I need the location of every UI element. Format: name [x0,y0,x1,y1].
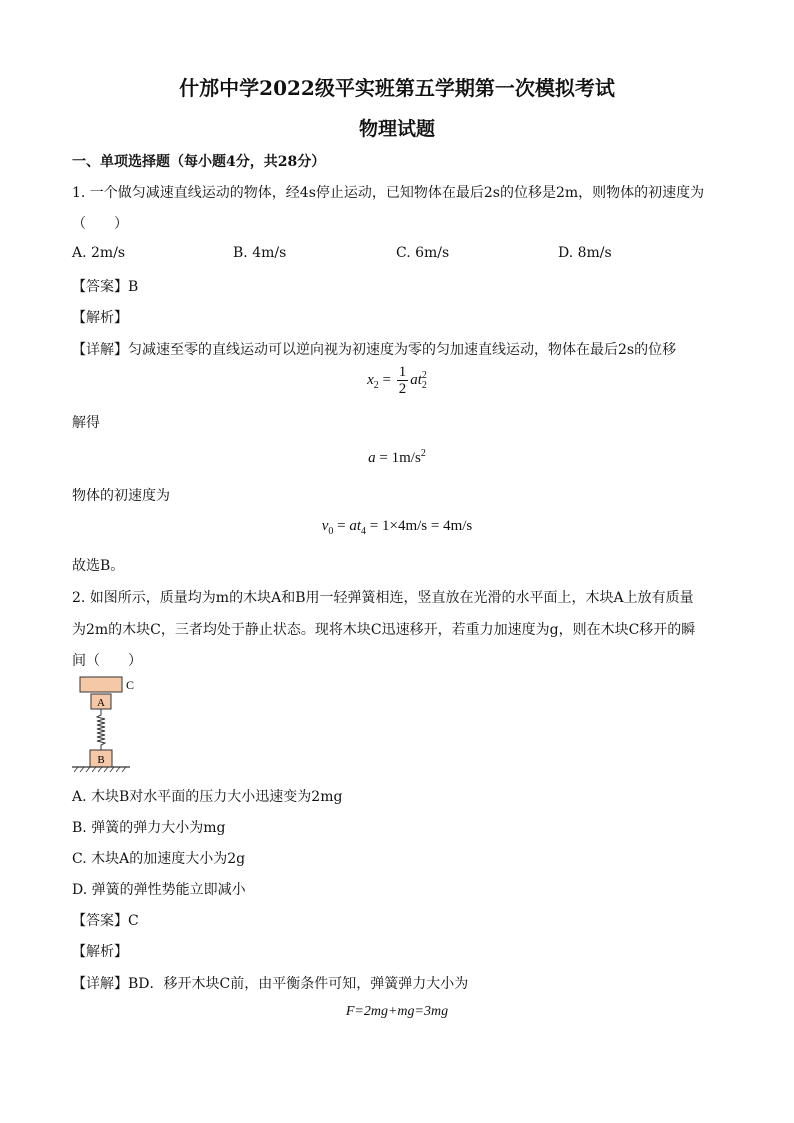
q2-option-c: C. 木块A的加速度大小为2g [72,851,246,867]
q1-answer: 【答案】B [72,279,139,295]
q1-equation-3: $v_0 = at_4 = 1\times 4m/s = 4m/s$ [321,518,473,537]
q1-detail: 【详解】匀减速至零的直线运动可以逆向视为初速度为零的匀加速直线运动，物体在最后2s的位移 [72,342,677,358]
q2-equation-1: F=2mg+mg=3mg [345,1004,449,1019]
q2-analysis: 【解析】 [72,944,128,960]
q2-stem-line3: 间（ ） [72,653,142,669]
q2-answer: 【答案】C [72,913,139,929]
q1-equation-1: $x_2$ = $\frac{1}{2}$ at 2 2 [367,364,427,397]
page-title: 什邡中学2022级平实班第五学期第一次模拟考试 [179,76,615,100]
page-subtitle: 物理试题 [358,118,435,140]
q2-option-b: B. 弹簧的弹力大小为mg [72,820,226,836]
section-heading: 一、单项选择题（每小题4分，共28分） [72,154,326,170]
q1-conclusion: 故选B。 [72,558,125,574]
q1-stem-line1: 1. 一个做匀减速直线运动的物体，经4s停止运动，已知物体在最后2s的位移是2m，则物体的初速度为 [72,185,705,201]
spring-icon [97,709,105,750]
q1-analysis: 【解析】 [72,310,128,326]
q1-option-d: D. 8m/s [558,245,612,261]
q2-option-d: D. 弹簧的弹性势能立即减小 [72,882,246,898]
q2-stem-line2: 为2m的木块C，三者均处于静止状态。现将木块C迅速移开，若重力加速度为g，则在木块C移开的瞬 [72,622,696,638]
label-c: C [126,678,135,692]
label-a: A [97,697,105,709]
q1-option-b: B. 4m/s [233,245,287,261]
q1-jiede: 解得 [72,415,100,431]
q1-option-c: C. 6m/s [396,245,450,261]
block-c [80,677,122,692]
q1-initial-speed-label: 物体的初速度为 [72,488,170,504]
q2-stem-line1: 2. 如图所示，质量均为m的木块A和B用一轻弹簧相连，竖直放在光滑的水平面上，木块A上放有质量 [72,590,694,606]
ground-hatch [74,767,126,772]
q1-equation-2: $a = 1m/s^2$ [368,448,426,466]
q1-stem-line2: （ ） [72,216,128,232]
q1-option-a: A. 2m/s [72,245,126,261]
q2-option-a: A. 木块B对水平面的压力大小迅速变为2mg [72,789,343,805]
spring-blocks-figure [66,672,146,776]
label-b: B [97,754,105,766]
q2-detail: 【详解】BD．移开木块C前，由平衡条件可知，弹簧弹力大小为 [72,976,469,992]
